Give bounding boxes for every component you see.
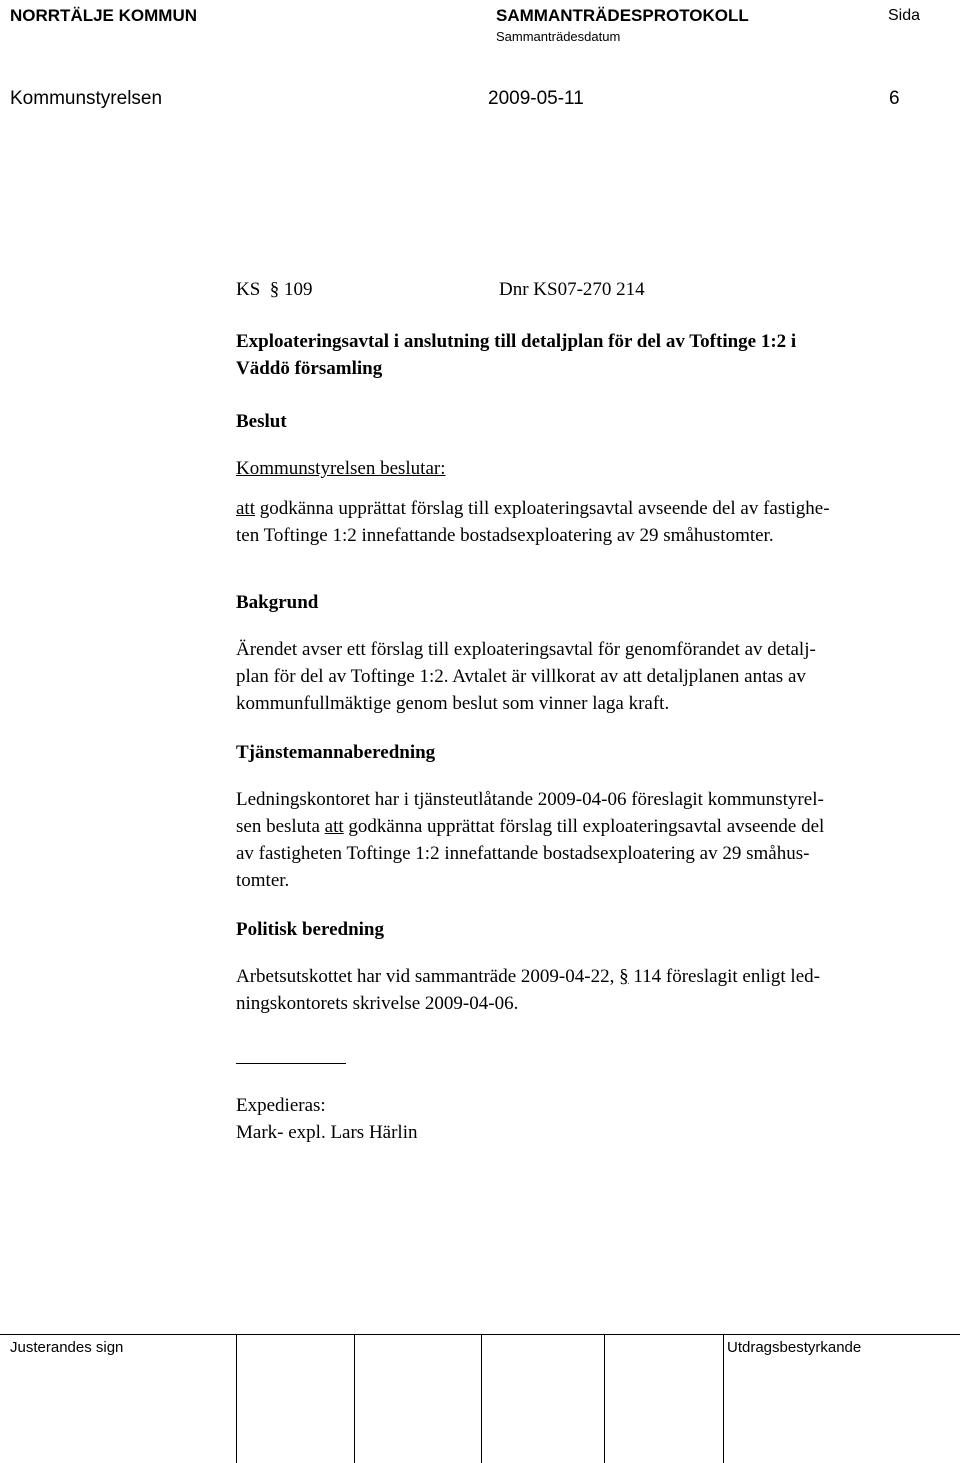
tjanstemannaberedning-line-2-pre: sen besluta [236,816,325,837]
ks-number: 109 [284,279,313,300]
meeting-body: Kommunstyrelsen [10,88,163,109]
protocol-content [236,276,936,1146]
signature-box-divider [604,1334,605,1463]
expedieras-label: Expedieras: [236,1095,326,1116]
signature-box-divider [723,1334,724,1463]
tjanstemannaberedning-line-1: Ledningskontoret har i tjänsteutlåtande 2009-04-06 föreslagit kommunstyrel- [236,789,824,810]
beslut-line-1 [236,495,936,522]
footer-rule [0,1334,960,1335]
tjanstemannaberedning-line-4: tomter. [236,870,290,891]
bakgrund-line-2: plan för del av Toftinge 1:2. Avtalet är villkorat av att detaljplanen antas av [236,666,806,687]
bakgrund-line-1: Ärendet avser ett förslag till exploateringsavtal för genomförandet av detalj- [236,639,816,660]
utdragsbestyrkande-label: Utdragsbestyrkande [727,1339,862,1356]
ks-prefix: KS [236,279,261,300]
att-keyword: att [324,816,344,837]
beslut-line-2: ten Toftinge 1:2 innefattande bostadsexploatering av 29 småhustomter. [236,525,774,546]
signature-box-divider [481,1334,482,1463]
date-label: Sammanträdesdatum [496,29,621,44]
dnr: Dnr KS07-270 214 [499,279,645,300]
beslut-line-1-text: godkänna upprättat förslag till exploateringsavtal avseende del av fastighe- [255,498,830,519]
org-name: NORRTÄLJE KOMMUN [10,6,197,25]
expedieras-value: Mark- expl. Lars Härlin [236,1122,418,1143]
signature-box-divider [354,1334,355,1463]
case-reference-line [236,276,936,303]
politisk-line-1 [236,963,936,990]
politisk-line-1-rest: 114 föreslagit enligt led- [633,966,820,987]
justerandes-sign-label: Justerandes sign [10,1339,124,1356]
beslut-intro: Kommunstyrelsen beslutar: [236,458,446,479]
paragraph-sign: § [619,966,629,987]
att-keyword: att [236,498,255,519]
page-label: Sida [888,7,921,24]
signature-box-divider [236,1334,237,1463]
item-title-line-1: Exploateringsavtal i anslutning till detaljplan för del av Toftinge 1:2 i [236,331,797,352]
bakgrund-line-3: kommunfullmäktige genom beslut som vinner laga kraft. [236,693,670,714]
tjanstemannaberedning-line-3: av fastigheten Toftinge 1:2 innefattande bostadsexploatering av 29 småhus- [236,843,810,864]
tjanstemannaberedning-heading: Tjänstemannaberedning [236,742,436,763]
page-number: 6 [889,88,900,109]
item-title-line-2: Väddö församling [236,358,383,379]
politisk-line-2: ningskontorets skrivelse 2009-04-06. [236,993,519,1014]
politisk-line-1-pre: Arbetsutskottet har vid sammanträde 2009-04-22, [236,966,620,987]
tjanstemannaberedning-line-2 [236,813,936,840]
bakgrund-heading: Bakgrund [236,592,319,613]
meeting-date: 2009-05-11 [488,88,584,109]
beslut-heading: Beslut [236,411,287,432]
tjanstemannaberedning-line-2-rest: godkänna upprättat förslag till exploateringsavtal avseende del [343,816,825,837]
politisk-heading: Politisk beredning [236,919,384,940]
document-type: SAMMANTRÄDESPROTOKOLL [496,6,749,25]
paragraph-sign: § [260,279,285,300]
